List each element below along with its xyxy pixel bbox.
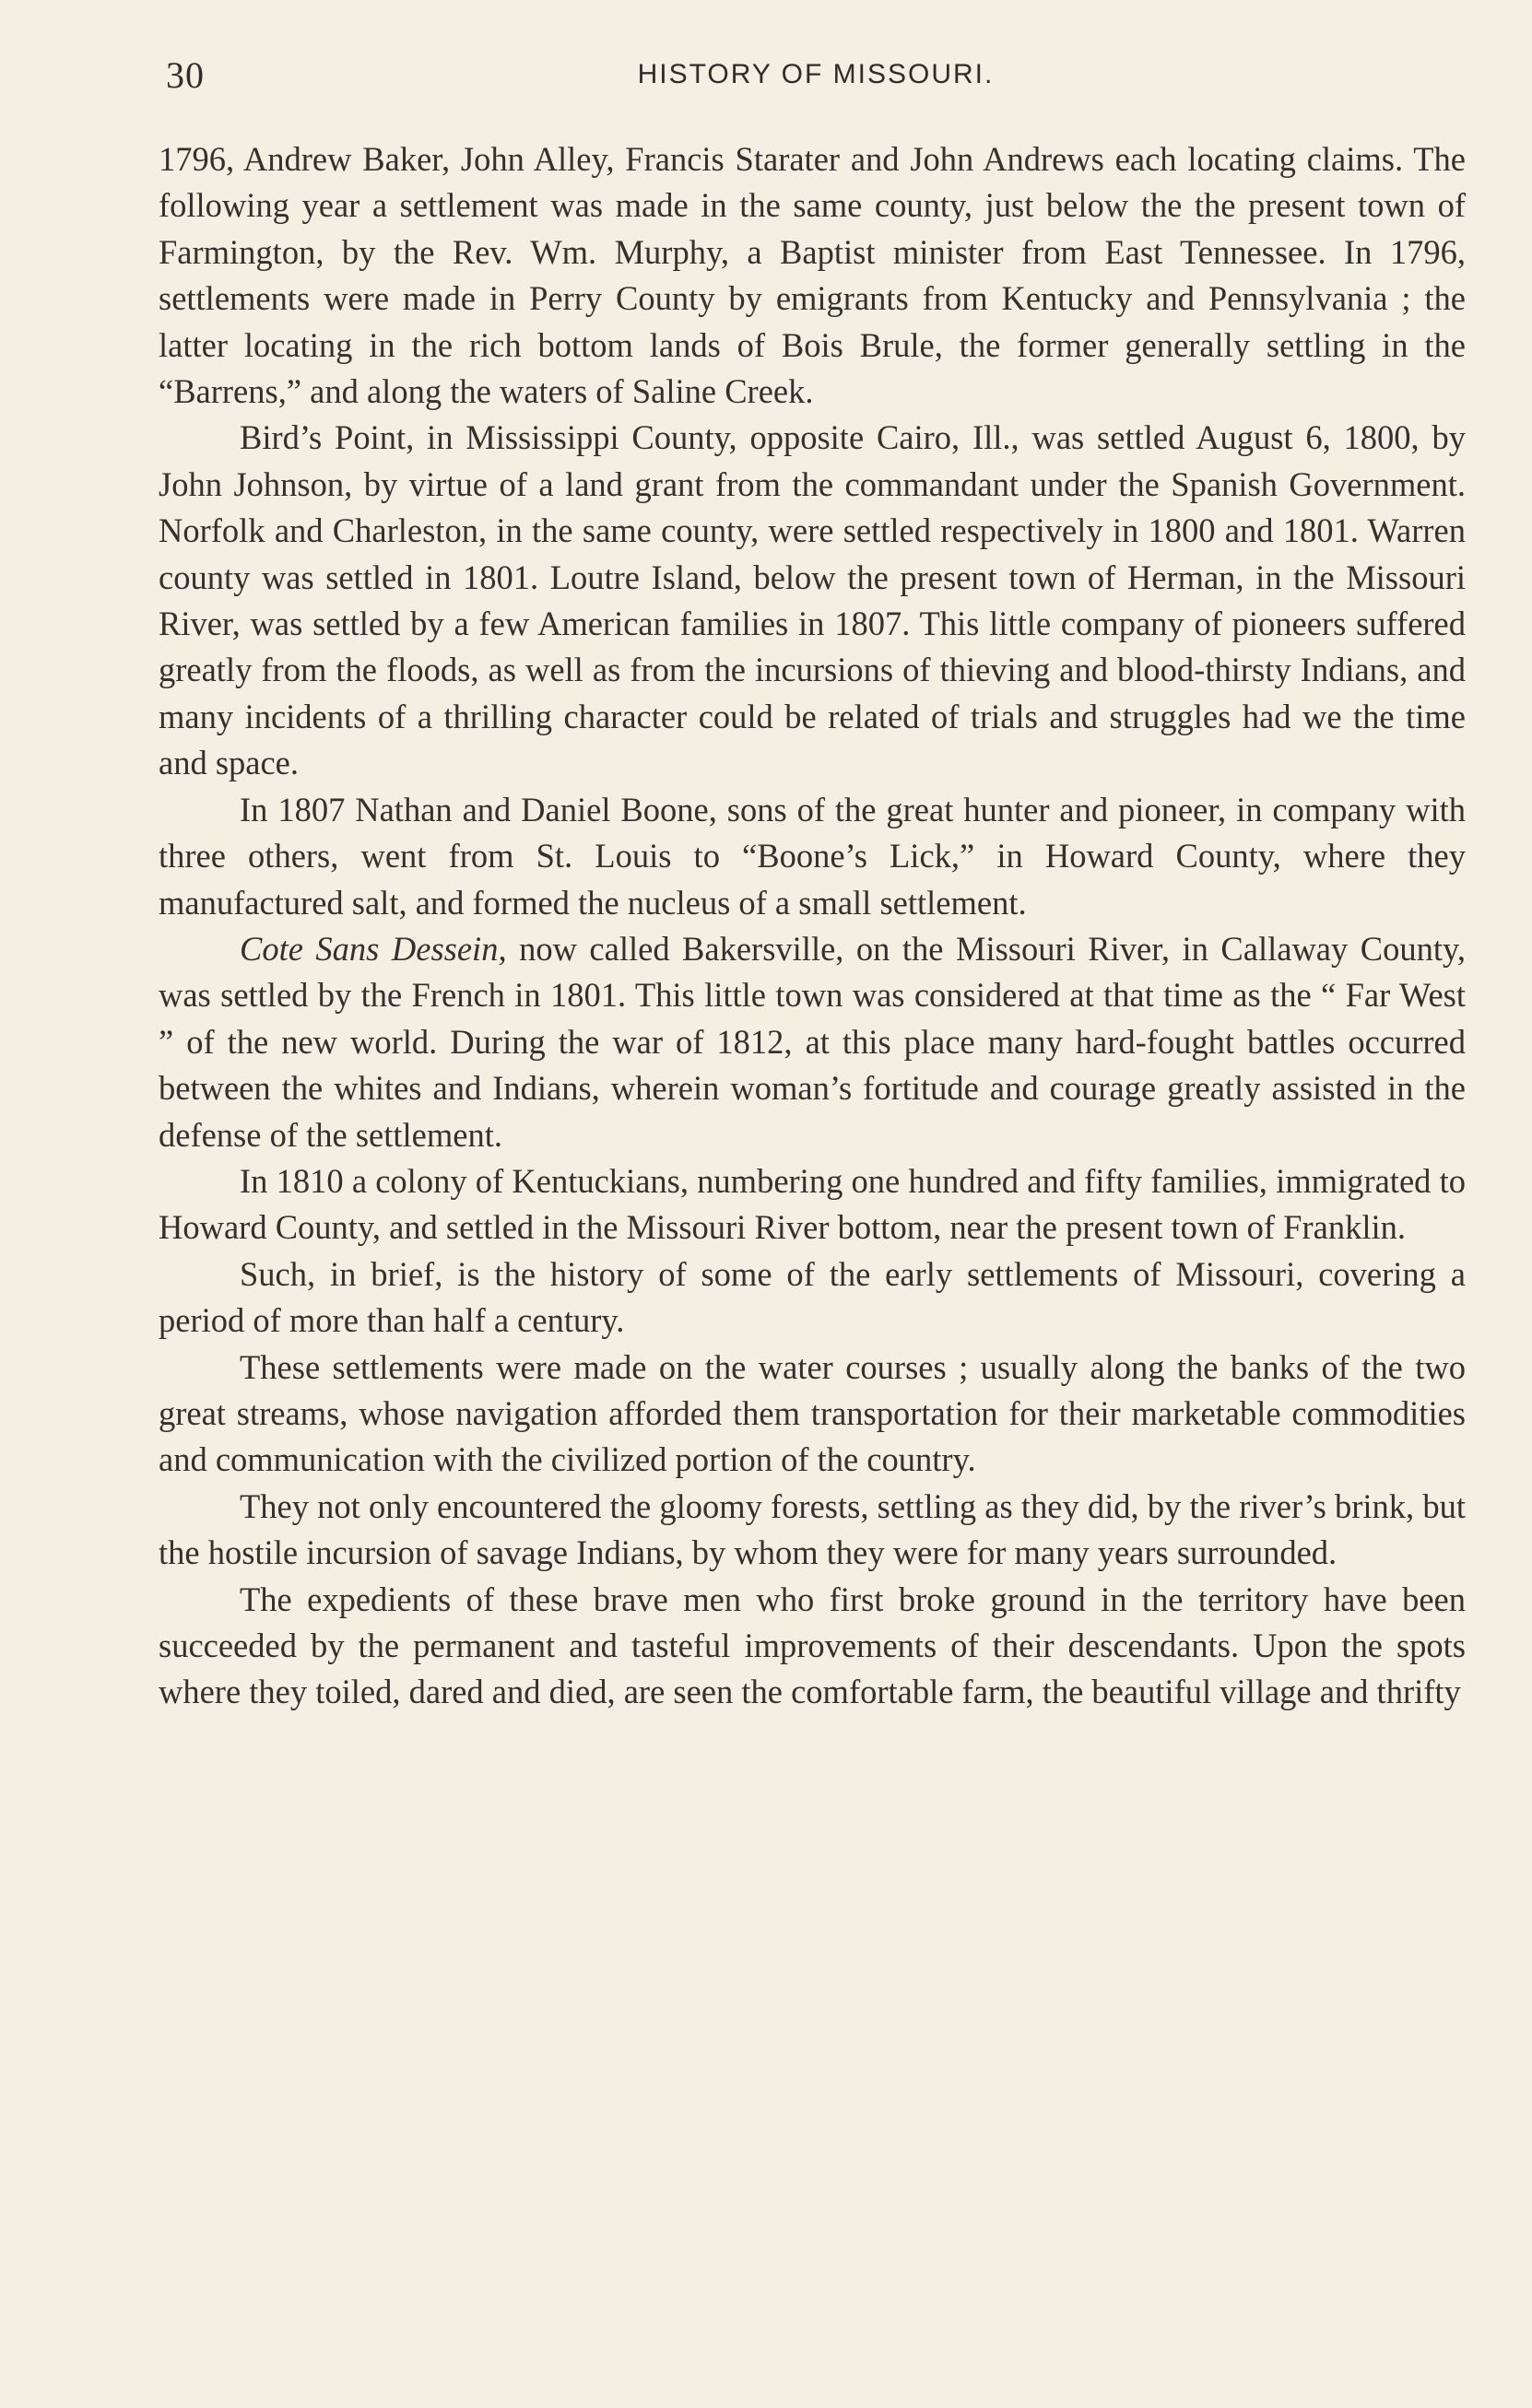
page-number: 30 [166, 54, 205, 96]
paragraph-8: They not only encountered the gloomy forests, settling as they did, by the river’s brink, but the hostile incursion of savage Indians, by whom they were for many years surrounded. [159, 1486, 1466, 1572]
paragraph-9: The expedients of these brave men who first broke ground in the territory have been succeeded by the permanent and tasteful improvements of their descendants. Upon the spots where they toiled, dared and died, are seen the comfortable farm, the beautiful village and thrifty [159, 1580, 1466, 1711]
body-text [159, 136, 1466, 1716]
paragraph-1: 1796, Andrew Baker, John Alley, Francis Starater and John Andrews each locating claims. The following year a settlement was made in the same county, just below the the present town of Farmington, by the Rev. Wm. Murphy, a Baptist minister from East Tennessee. In 1796, settlements were made in Perry County by emigrants from Kentucky and Pennsylvania ; the latter locating in the rich bottom lands of Bois Brule, the former generally settling in the “Barrens,” and along the waters of Saline Creek. [159, 140, 1466, 411]
running-title: HISTORY OF MISSOURI. [637, 59, 995, 89]
running-head [166, 53, 1466, 109]
paragraph-7: These settlements were made on the water courses ; usually along the banks of the two great streams, whose navigation afforded them transportation for their marketable commodities and communication with the civilized portion of the country. [159, 1347, 1466, 1479]
paragraph-5: In 1810 a colony of Kentuckians, numbering one hundred and fifty families, immigrated to Howard County, and settled in the Missouri River bottom, near the present town of Franklin. [159, 1161, 1466, 1247]
paragraph-2: Bird’s Point, in Mississippi County, opposite Cairo, Ill., was settled August 6, 1800, by John Johnson, by virtue of a land grant from the commandant under the Spanish Government. Norfolk and Charleston, in the same county, were settled respectively in 1800 and 1801. Warren county was settled in 1801. Loutre Island, below the present town of Herman, in the Missouri River, was settled by a few American families in 1807. This little company of pioneers suffered greatly from the floods, as well as from the incursions of thieving and blood-thirsty Indians, and many incidents of a thrilling character could be related of trials and struggles had we the time and space. [159, 418, 1466, 782]
paragraph-3: In 1807 Nathan and Daniel Boone, sons of the great hunter and pioneer, in company with three others, went from St. Louis to “Boone’s Lick,” in Howard County, where they manufactured salt, and formed the nucleus of a small settlement. [159, 790, 1466, 922]
italic-place-name: Cote Sans Dessein, [240, 929, 507, 968]
paragraph-4: Cote Sans Dessein, now called Bakersville, on the Missouri River, in Callaway County, was settled by the French in 1801. This little town was considered at that time as the “ Far West ” of the new world. During the war of 1812, at this place many hard-fought battles occurred between the whites and Indians, wherein woman’s fortitude and courage greatly assisted in the defense of the settlement. [159, 929, 1466, 1154]
paragraph-6: Such, in brief, is the history of some of the early settlements of Missouri, covering a period of more than half a century. [159, 1254, 1466, 1340]
